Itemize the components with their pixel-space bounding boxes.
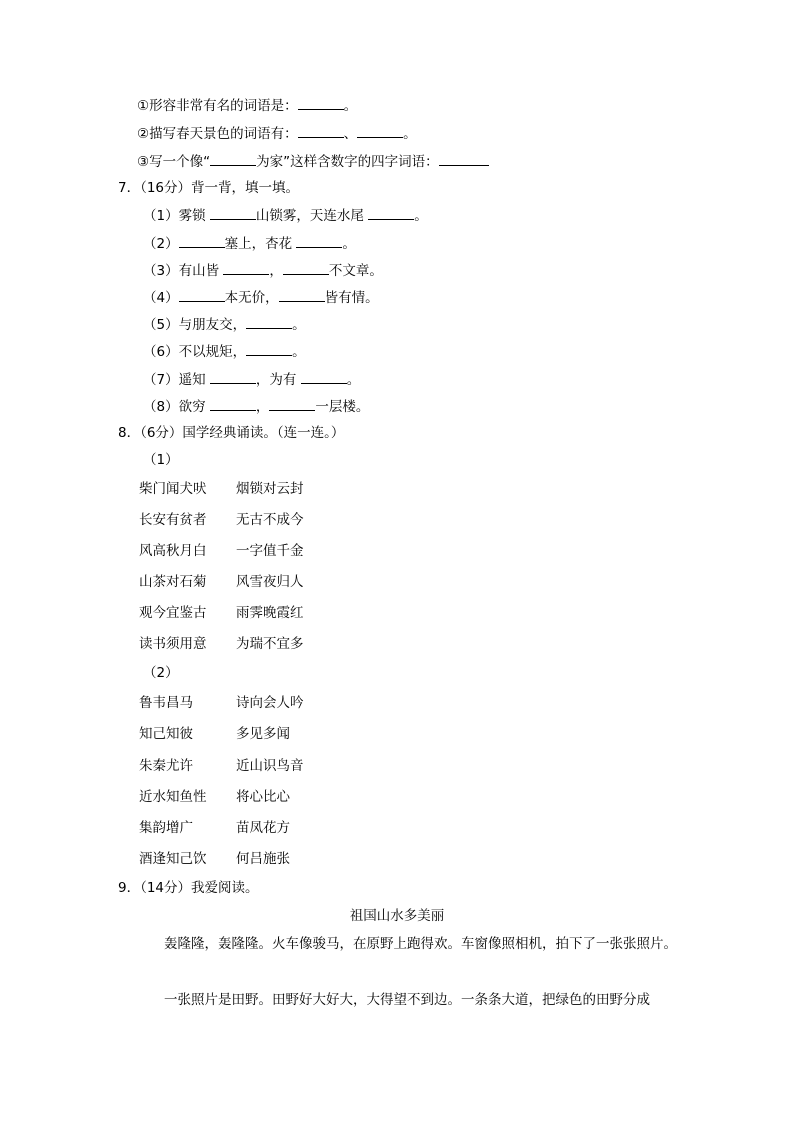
match-row[interactable]: [139, 572, 304, 592]
match-left[interactable]: 观今宜鉴古: [139, 605, 207, 621]
answer-blank[interactable]: [298, 95, 344, 110]
match-row[interactable]: [139, 693, 304, 713]
match-right[interactable]: 何吕施张: [236, 851, 290, 867]
match-right[interactable]: 诗向会人吟: [236, 695, 304, 711]
match-right[interactable]: 多见多闻: [236, 726, 290, 742]
match-right[interactable]: 为瑞不宜多: [236, 636, 304, 652]
answer-blank[interactable]: [439, 151, 489, 166]
passage-paragraph-2: 一张照片是田野。田野好大好大，大得望不到边。一条条大道，把绿色的田野分成: [164, 992, 650, 1008]
answer-blank[interactable]: [179, 233, 225, 248]
q8-part2-label: （2）: [143, 665, 179, 681]
answer-blank[interactable]: [246, 341, 292, 356]
match-right[interactable]: 苗凤花方: [236, 820, 290, 836]
match-right[interactable]: 一字值千金: [236, 543, 304, 559]
match-row[interactable]: [139, 603, 304, 623]
q7-item-5: （5）与朋友交， 。: [143, 314, 306, 335]
answer-blank[interactable]: [283, 260, 329, 275]
answer-blank[interactable]: [368, 205, 414, 220]
match-left[interactable]: 近水知鱼性: [139, 789, 207, 805]
answer-blank[interactable]: [357, 123, 403, 138]
passage-title: 祖国山水多美丽: [349, 908, 445, 924]
answer-blank[interactable]: [301, 369, 347, 384]
match-row[interactable]: [139, 818, 290, 838]
match-left[interactable]: 集韵增广: [139, 820, 193, 836]
match-row[interactable]: [139, 787, 290, 807]
q8-part1-label: （1）: [143, 452, 179, 468]
q7-header: 7．（16分）背一背，填一填。: [118, 180, 300, 196]
match-row[interactable]: [139, 756, 304, 776]
q7-item-8: （8）欲穷 ， 一层楼。: [143, 396, 369, 417]
match-row[interactable]: [139, 634, 304, 654]
match-left[interactable]: 风高秋月白: [139, 543, 207, 559]
match-row[interactable]: [139, 541, 304, 561]
q6-item-1: ①形容非常有名的词语是： 。: [137, 95, 357, 116]
answer-blank[interactable]: [210, 396, 256, 411]
answer-blank[interactable]: [210, 205, 256, 220]
match-row[interactable]: [139, 724, 290, 744]
answer-blank[interactable]: [210, 369, 256, 384]
match-row[interactable]: [139, 849, 290, 869]
q7-item-4: （4） 本无价， 皆有情。: [143, 287, 379, 308]
match-left[interactable]: 知己知彼: [139, 726, 193, 742]
match-right[interactable]: 将心比心: [236, 789, 290, 805]
q8-header: 8．（6分）国学经典诵读。（连一连。）: [118, 425, 345, 441]
answer-blank[interactable]: [298, 123, 344, 138]
match-right[interactable]: 无古不成今: [236, 512, 304, 528]
match-left[interactable]: 柴门闻犬吠: [139, 481, 207, 497]
match-row[interactable]: [139, 479, 304, 499]
q9-header: 9．（14分）我爱阅读。: [118, 880, 259, 896]
answer-blank[interactable]: [269, 396, 315, 411]
match-left[interactable]: 朱秦尤许: [139, 758, 193, 774]
answer-blank[interactable]: [279, 287, 325, 302]
q6-item-3: ③写一个像“ 为家”这样含数字的四字词语：: [137, 151, 489, 172]
match-left[interactable]: 酒逢知己饮: [139, 851, 207, 867]
match-left[interactable]: 山茶对石菊: [139, 574, 207, 590]
match-left[interactable]: 鲁韦昌马: [139, 695, 193, 711]
q7-item-3: （3）有山皆 ， 不文章。: [143, 260, 383, 281]
q6-item-2: ②描写春天景色的词语有： 、 。: [137, 123, 417, 144]
answer-blank[interactable]: [223, 260, 269, 275]
match-right[interactable]: 近山识鸟音: [236, 758, 304, 774]
match-right[interactable]: 烟锁对云封: [236, 481, 304, 497]
match-right[interactable]: 风雪夜归人: [236, 574, 304, 590]
answer-blank[interactable]: [296, 233, 342, 248]
answer-blank[interactable]: [179, 287, 225, 302]
passage-paragraph-1: 轰隆隆，轰隆隆。火车像骏马，在原野上跑得欢。车窗像照相机，拍下了一张张照片。: [164, 936, 677, 952]
q7-item-7: （7）遥知 ，为有 。: [143, 369, 360, 390]
answer-blank[interactable]: [210, 151, 256, 166]
answer-blank[interactable]: [246, 314, 292, 329]
match-left[interactable]: 长安有贫者: [139, 512, 207, 528]
match-row[interactable]: [139, 510, 304, 530]
q7-item-1: （1）雾锁 山锁雾，天连水尾 。: [143, 205, 428, 226]
q7-item-2: （2） 塞上，杏花 。: [143, 233, 356, 254]
q7-item-6: （6）不以规矩， 。: [143, 341, 306, 362]
match-left[interactable]: 读书须用意: [139, 636, 207, 652]
match-right[interactable]: 雨霁晚霞红: [236, 605, 304, 621]
